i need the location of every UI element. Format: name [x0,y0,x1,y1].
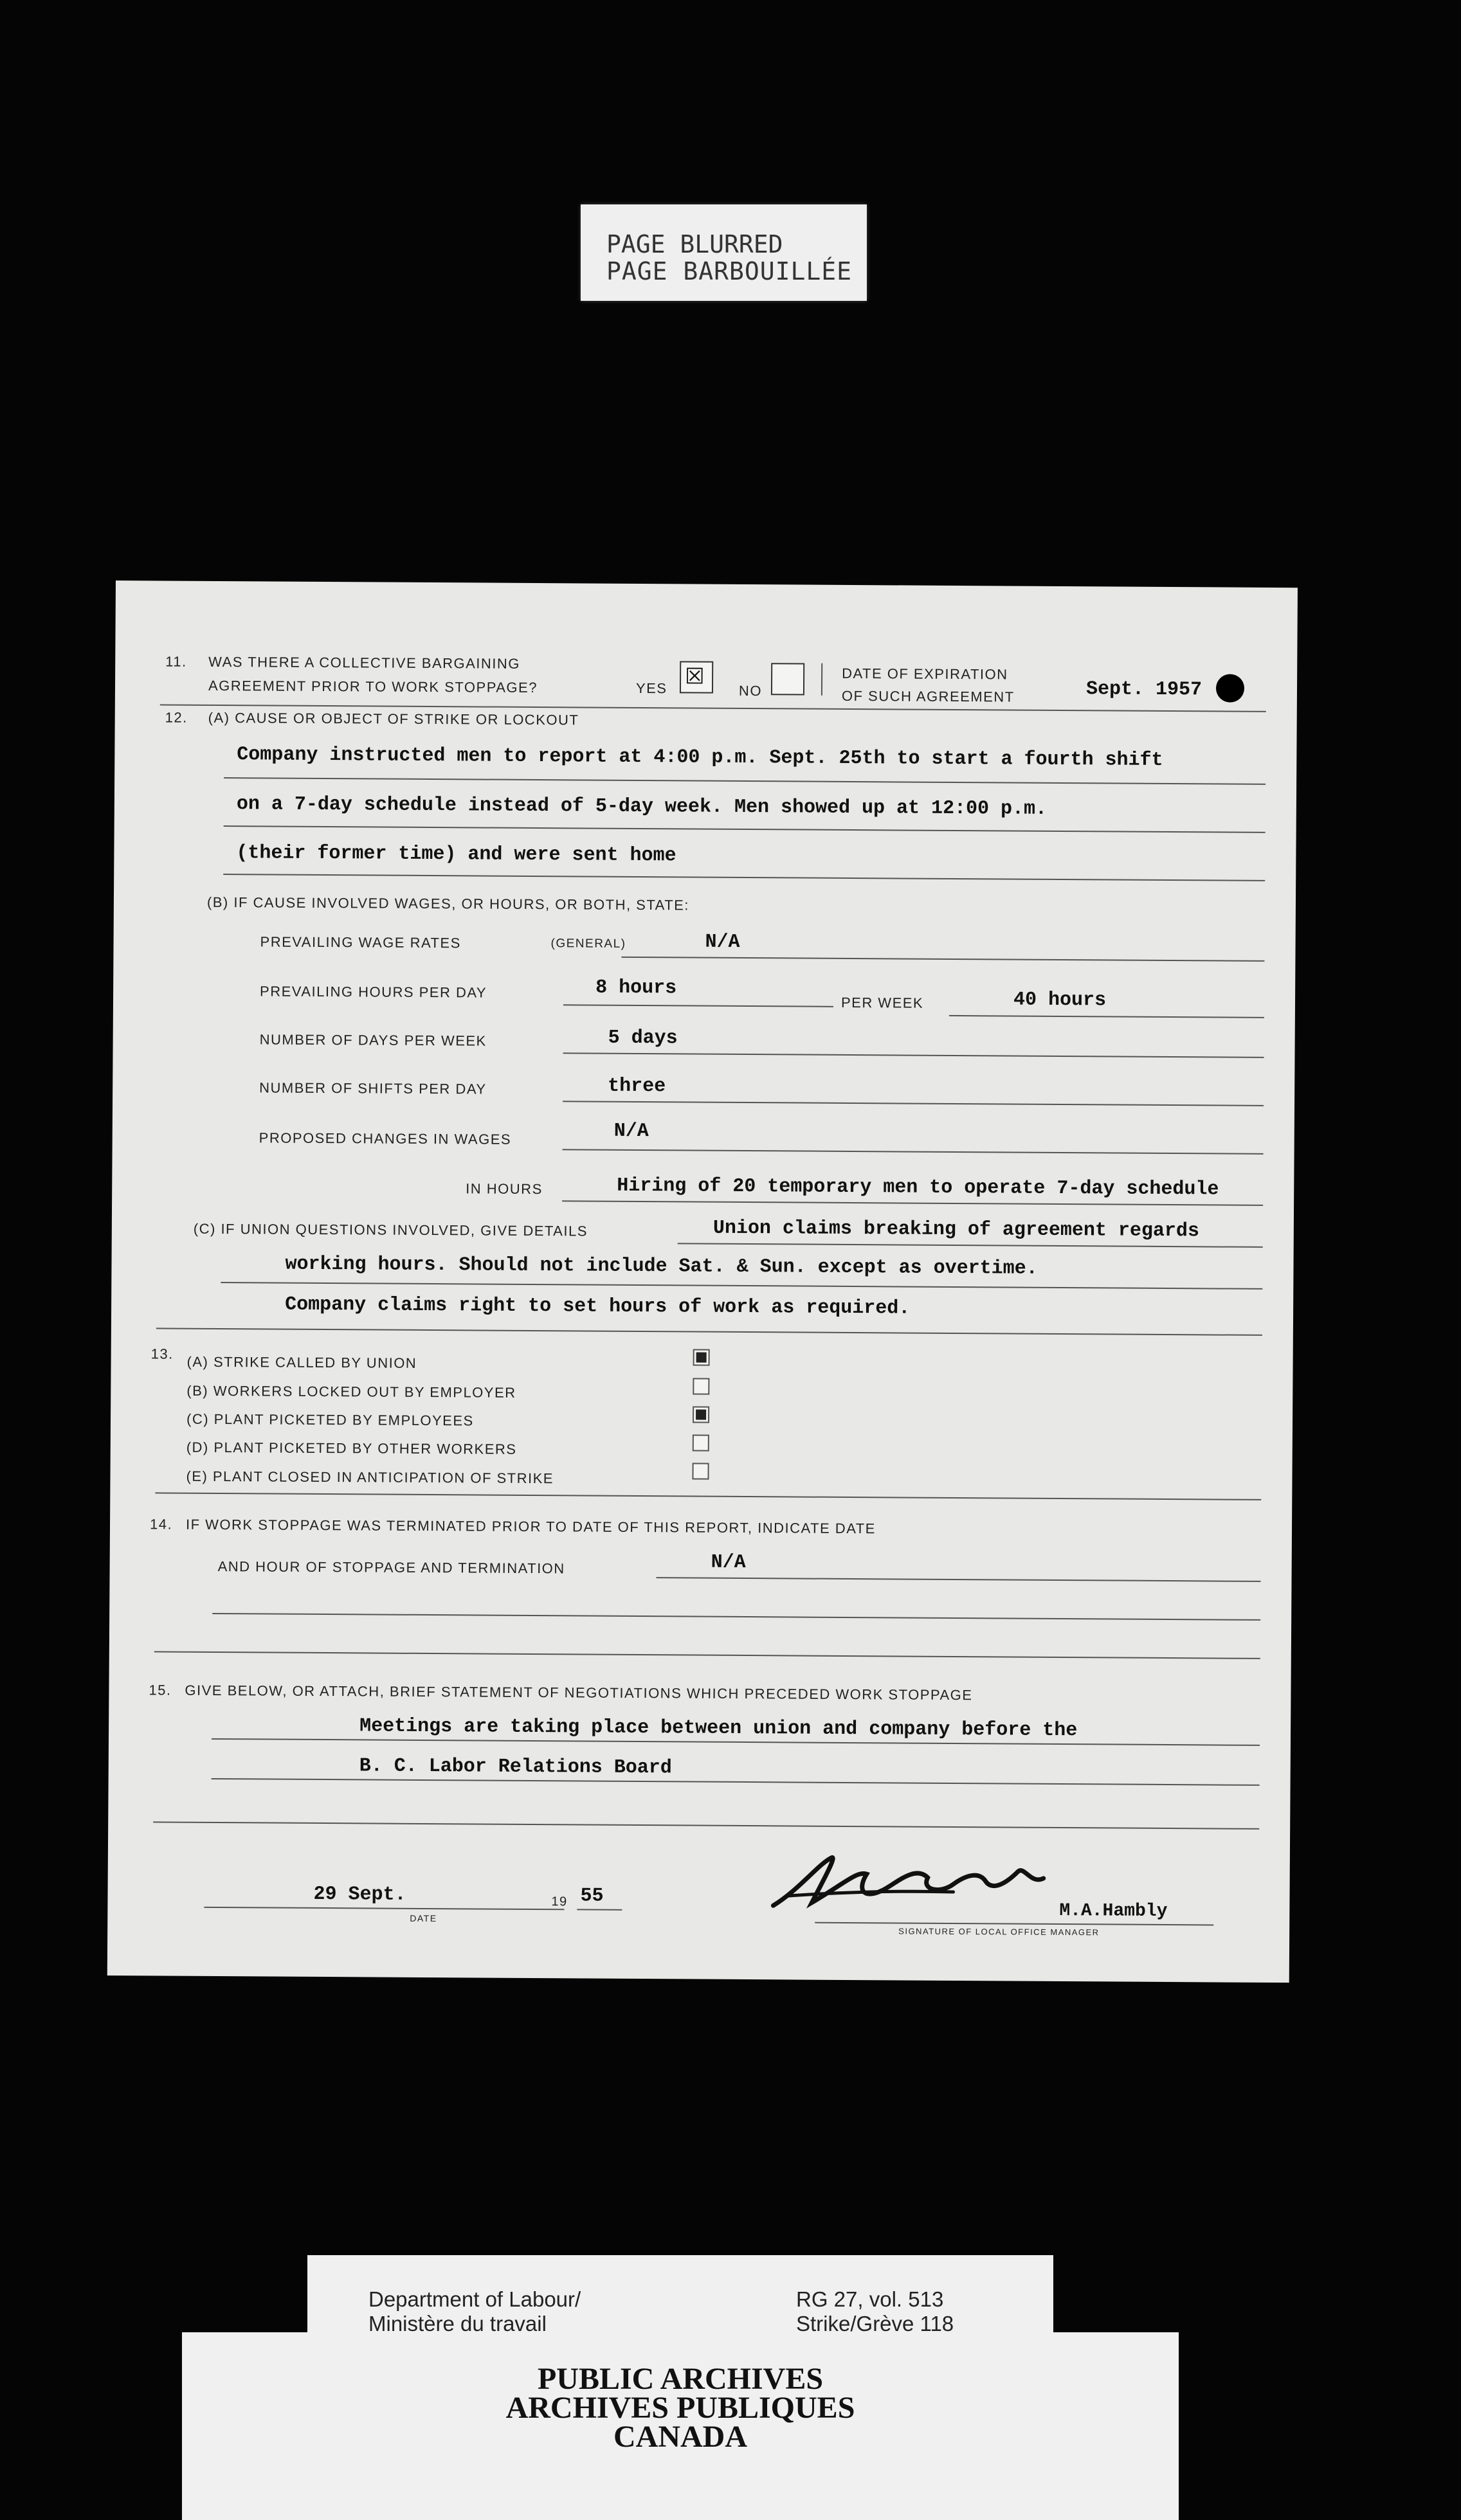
q11-yes-label: YES [635,680,667,697]
rule [563,1004,833,1007]
blur-label-line1: PAGE BLURRED [606,230,783,258]
wage-rates-label: PREVAILING WAGE RATES [260,933,461,951]
q11-expiry-label-line1: DATE OF EXPIRATION [842,665,1008,683]
rule [221,1282,1262,1290]
q13-item-a-label: (A) STRIKE CALLED BY UNION [186,1353,417,1371]
punch-hole-icon [1216,674,1244,702]
public-archives-label [182,2255,1179,2520]
archive-line3: CANADA [613,2420,747,2454]
q14-number: 14. [149,1516,173,1533]
rule [204,1907,564,1910]
q11-label-line1: WAS THERE A COLLECTIVE BARGAINING [208,653,521,672]
q12-b-label: (B) IF CAUSE INVOLVED WAGES, OR HOURS, OR BOTH, STATE: [206,894,690,914]
rule [577,1909,622,1910]
rule [949,1015,1264,1018]
hours-day-value: 8 hours [595,977,677,1000]
q13-number: 13. [150,1346,174,1362]
q13-item-b-checkbox[interactable] [693,1378,709,1395]
q15-number: 15. [149,1682,172,1698]
changes-hours-value: Hiring of 20 temporary men to operate 7-day schedule [617,1174,1219,1201]
q11-no-label: NO [738,682,763,699]
q12-number: 12. [165,709,188,726]
q14-value: N/A [711,1551,746,1574]
q13-item-a-checkbox[interactable] [693,1349,710,1366]
q13-item-e-label: (E) PLANT CLOSED IN ANTICIPATION OF STRIKE [186,1468,554,1487]
q13-item-c-label: (C) PLANT PICKETED BY EMPLOYEES [186,1410,474,1429]
q13-item-b-label: (B) WORKERS LOCKED OUT BY EMPLOYER [186,1382,516,1401]
q15-line1: Meetings are taking place between union and company before the [359,1715,1078,1742]
q11-number: 11. [165,653,187,670]
changes-wages-value: N/A [613,1120,649,1143]
archive-ref1: RG 27, vol. 513 [796,2287,944,2311]
footer-year-prefix: 19 [551,1895,568,1909]
rule [156,1328,1262,1336]
q12-a-line3: (their former time) and were sent home [236,842,676,867]
q15-line2: B. C. Labor Relations Board [359,1755,672,1779]
rule [563,1149,1264,1155]
wage-rates-value: N/A [705,931,740,953]
q13-item-c-checkbox[interactable] [693,1407,709,1423]
rule [155,1492,1261,1500]
footer-manager-name: M.A.Hambly [1059,1901,1168,1922]
rule [678,1243,1263,1248]
q11-label-line2: AGREEMENT PRIOR TO WORK STOPPAGE? [208,677,538,696]
q15-label: GIVE BELOW, OR ATTACH, BRIEF STATEMENT OF NEGOTIATIONS WHICH PRECEDED WORK STOPPAGE [185,1682,973,1704]
rule [154,1651,1260,1659]
blur-label-line2: PAGE BARBOUILLÉE [606,257,853,285]
rule [563,1052,1264,1058]
q13-item-d-label: (D) PLANT PICKETED BY OTHER WORKERS [186,1439,517,1457]
per-week-value: 40 hours [1013,989,1107,1012]
rule [223,874,1265,881]
label-notch [1053,2255,1179,2332]
q14-label-line2: AND HOUR OF STOPPAGE AND TERMINATION [217,1558,565,1577]
shifts-value: three [608,1075,666,1098]
signature-icon [760,1844,1063,1923]
footer-date-value: 29 Sept. [313,1883,406,1906]
x-mark-icon: ☒ [684,663,705,690]
rule [563,1101,1264,1106]
rule [657,1577,1261,1582]
q12-c-line1: Union claims breaking of agreement regards [712,1217,1200,1243]
q12-c-line2: working hours. Should not include Sat. & Sun. except as overtime. [285,1253,1038,1280]
q13-item-e-checkbox[interactable] [692,1463,709,1480]
archive-ref2: Strike/Grève 118 [796,2312,954,2336]
hours-day-label: PREVAILING HOURS PER DAY [260,983,487,1001]
q14-label-line1: IF WORK STOPPAGE WAS TERMINATED PRIOR TO DATE OF THIS REPORT, INDICATE DATE [185,1516,876,1537]
rule [224,825,1266,833]
rule [224,777,1266,785]
q12-a-line1: Company instructed men to report at 4:00 p.m. Sept. 25th to start a fourth shift [237,744,1163,771]
divider [821,663,822,696]
footer-date-label: DATE [410,1913,437,1924]
days-week-label: NUMBER OF DAYS PER WEEK [259,1031,487,1049]
rule [562,1200,1263,1206]
q11-yes-checkbox[interactable] [680,661,713,693]
q12-a-label: (A) CAUSE OR OBJECT OF STRIKE OR LOCKOUT [208,709,579,728]
rule [212,1778,1260,1786]
changes-hours-label: IN HOURS [466,1180,543,1198]
q11-no-checkbox[interactable] [771,663,804,695]
q12-a-line2: on a 7-day schedule instead of 5-day week. Men showed up at 12:00 p.m. [236,793,1048,820]
wage-rates-sub: (GENERAL) [550,937,626,951]
per-week-label: PER WEEK [840,994,924,1011]
q11-expiry-value: Sept. 1957 [1085,678,1202,701]
rule [153,1821,1259,1830]
footer-signature-label: SIGNATURE OF LOCAL OFFICE MANAGER [898,1926,1100,1938]
q11-expiry-label-line2: OF SUCH AGREEMENT [841,687,1015,705]
q12-c-line3: Company claims right to set hours of work as required. [285,1293,911,1320]
q13-item-d-checkbox[interactable] [693,1435,709,1452]
archive-line1: PUBLIC ARCHIVES [537,2362,824,2396]
changes-wages-label: PROPOSED CHANGES IN WAGES [259,1130,512,1148]
archive-dept-en: Department of Labour/ [368,2287,581,2311]
days-week-value: 5 days [608,1027,678,1050]
strike-report-form [107,580,1298,1983]
label-notch [182,2255,307,2332]
footer-year-value: 55 [580,1885,604,1907]
q12-c-label: (C) IF UNION QUESTIONS INVOLVED, GIVE DETAILS [193,1220,588,1239]
page-blurred-label [581,204,867,301]
archive-dept-fr: Ministère du travail [368,2312,547,2336]
archive-line2: ARCHIVES PUBLIQUES [505,2391,855,2425]
rule [621,957,1264,962]
shifts-label: NUMBER OF SHIFTS PER DAY [259,1079,487,1097]
rule [212,1613,1260,1621]
